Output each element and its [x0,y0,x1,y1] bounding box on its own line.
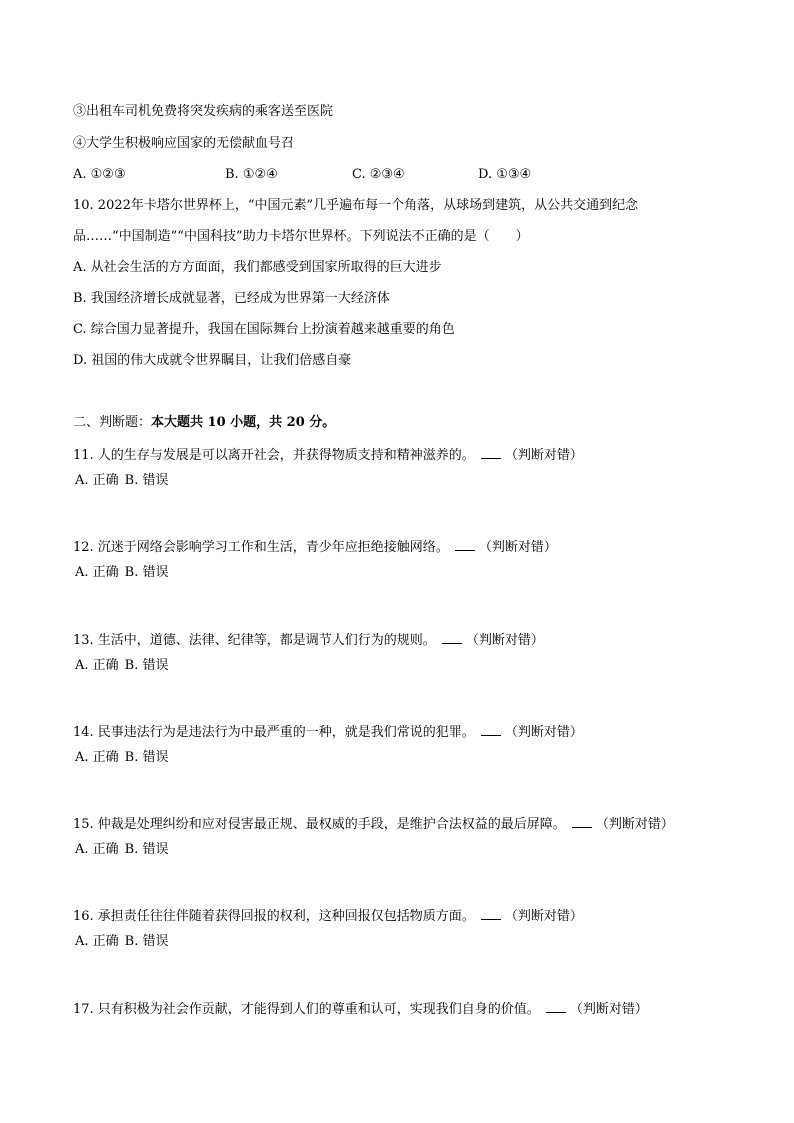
option-correct[interactable]: A. 正确 [75,750,119,765]
question-16-options [75,933,168,951]
question-17 [73,1000,648,1019]
question-stem: 13. 生活中，道德、法律、纪律等，都是调节人们行为的规则。 [73,633,436,648]
answer-blank[interactable] [455,538,475,551]
q9-option-c: C. ②③④ [352,167,405,182]
question-11 [73,446,583,465]
answer-blank[interactable] [481,446,501,459]
section-2-prefix: 二、判断题： [73,415,152,430]
q10-stem-line-2: 品……“中国制造”“中国科技”助力卡塔尔世界杯。下列说法不正确的是（ ） [73,229,529,244]
question-stem: 14. 民事违法行为是违法行为中最严重的一种，就是我们常说的犯罪。 [73,725,475,740]
option-correct[interactable]: A. 正确 [75,842,119,857]
question-15 [73,815,674,834]
question-16 [73,907,583,926]
option-correct[interactable]: A. 正确 [75,934,119,949]
question-14-options [75,749,168,767]
answer-blank[interactable] [572,815,592,828]
option-correct[interactable]: A. 正确 [75,658,119,673]
option-wrong[interactable]: B. 错误 [124,565,169,580]
q9-option-b: B. ①②④ [225,167,278,182]
option-wrong[interactable]: B. 错误 [124,473,169,488]
option-wrong[interactable]: B. 错误 [124,934,169,949]
answer-blank[interactable] [481,907,501,920]
answer-blank[interactable] [481,723,501,736]
question-14 [73,723,583,742]
judge-suffix: （判断对错） [504,448,583,463]
q9-item-3: ③出租车司机免费将突发疾病的乘客送至医院 [73,104,334,119]
q10-option-c: C. 综合国力显著提升，我国在国际舞台上扮演着越来越重要的角色 [73,322,455,337]
question-15-options [75,841,168,859]
q10-stem-line-1: 10. 2022年卡塔尔世界杯上，“中国元素”几乎遍布每一个角落，从球场到建筑，从公共交通到纪念 [73,198,639,213]
judge-suffix: （判断对错） [504,909,583,924]
question-stem: 12. 沉迷于网络会影响学习工作和生活，青少年应拒绝接触网络。 [73,540,449,555]
option-wrong[interactable]: B. 错误 [124,842,169,857]
q9-option-d: D. ①③④ [478,167,532,182]
question-12-options [75,564,168,582]
question-13-options [75,657,168,675]
question-11-options [75,472,168,490]
judge-suffix: （判断对错） [504,725,583,740]
q9-item-4: ④大学生积极响应国家的无偿献血号召 [73,136,295,151]
judge-suffix: （判断对错） [478,540,557,555]
question-13 [73,631,544,650]
question-stem: 15. 仲裁是处理纠纷和应对侵害最正规、最权威的手段，是维护合法权益的最后屏障。 [73,817,566,832]
option-correct[interactable]: A. 正确 [75,473,119,488]
section-2-heading [73,414,335,432]
question-stem: 16. 承担责任往往伴随着获得回报的权利，这种回报仅包括物质方面。 [73,909,475,924]
q10-option-a: A. 从社会生活的方方面面，我们都感受到国家所取得的巨大进步 [73,260,442,275]
section-2-title: 本大题共 10 小题，共 20 分。 [151,415,336,430]
question-stem: 11. 人的生存与发展是可以离开社会，并获得物质支持和精神滋养的。 [73,448,475,463]
q9-option-a: A. ①②③ [73,167,126,182]
question-stem: 17. 只有积极为社会作贡献，才能得到人们的尊重和认可，实现我们自身的价值。 [73,1002,540,1017]
answer-blank[interactable] [546,1000,566,1013]
option-wrong[interactable]: B. 错误 [124,750,169,765]
judge-suffix: （判断对错） [465,633,544,648]
q10-option-b: B. 我国经济增长成就显著，已经成为世界第一大经济体 [73,291,390,306]
judge-suffix: （判断对错） [595,817,674,832]
question-12 [73,538,557,557]
option-correct[interactable]: A. 正确 [75,565,119,580]
judge-suffix: （判断对错） [569,1002,648,1017]
option-wrong[interactable]: B. 错误 [124,658,169,673]
answer-blank[interactable] [442,631,462,644]
q10-option-d: D. 祖国的伟大成就令世界瞩目，让我们倍感自豪 [73,353,352,368]
